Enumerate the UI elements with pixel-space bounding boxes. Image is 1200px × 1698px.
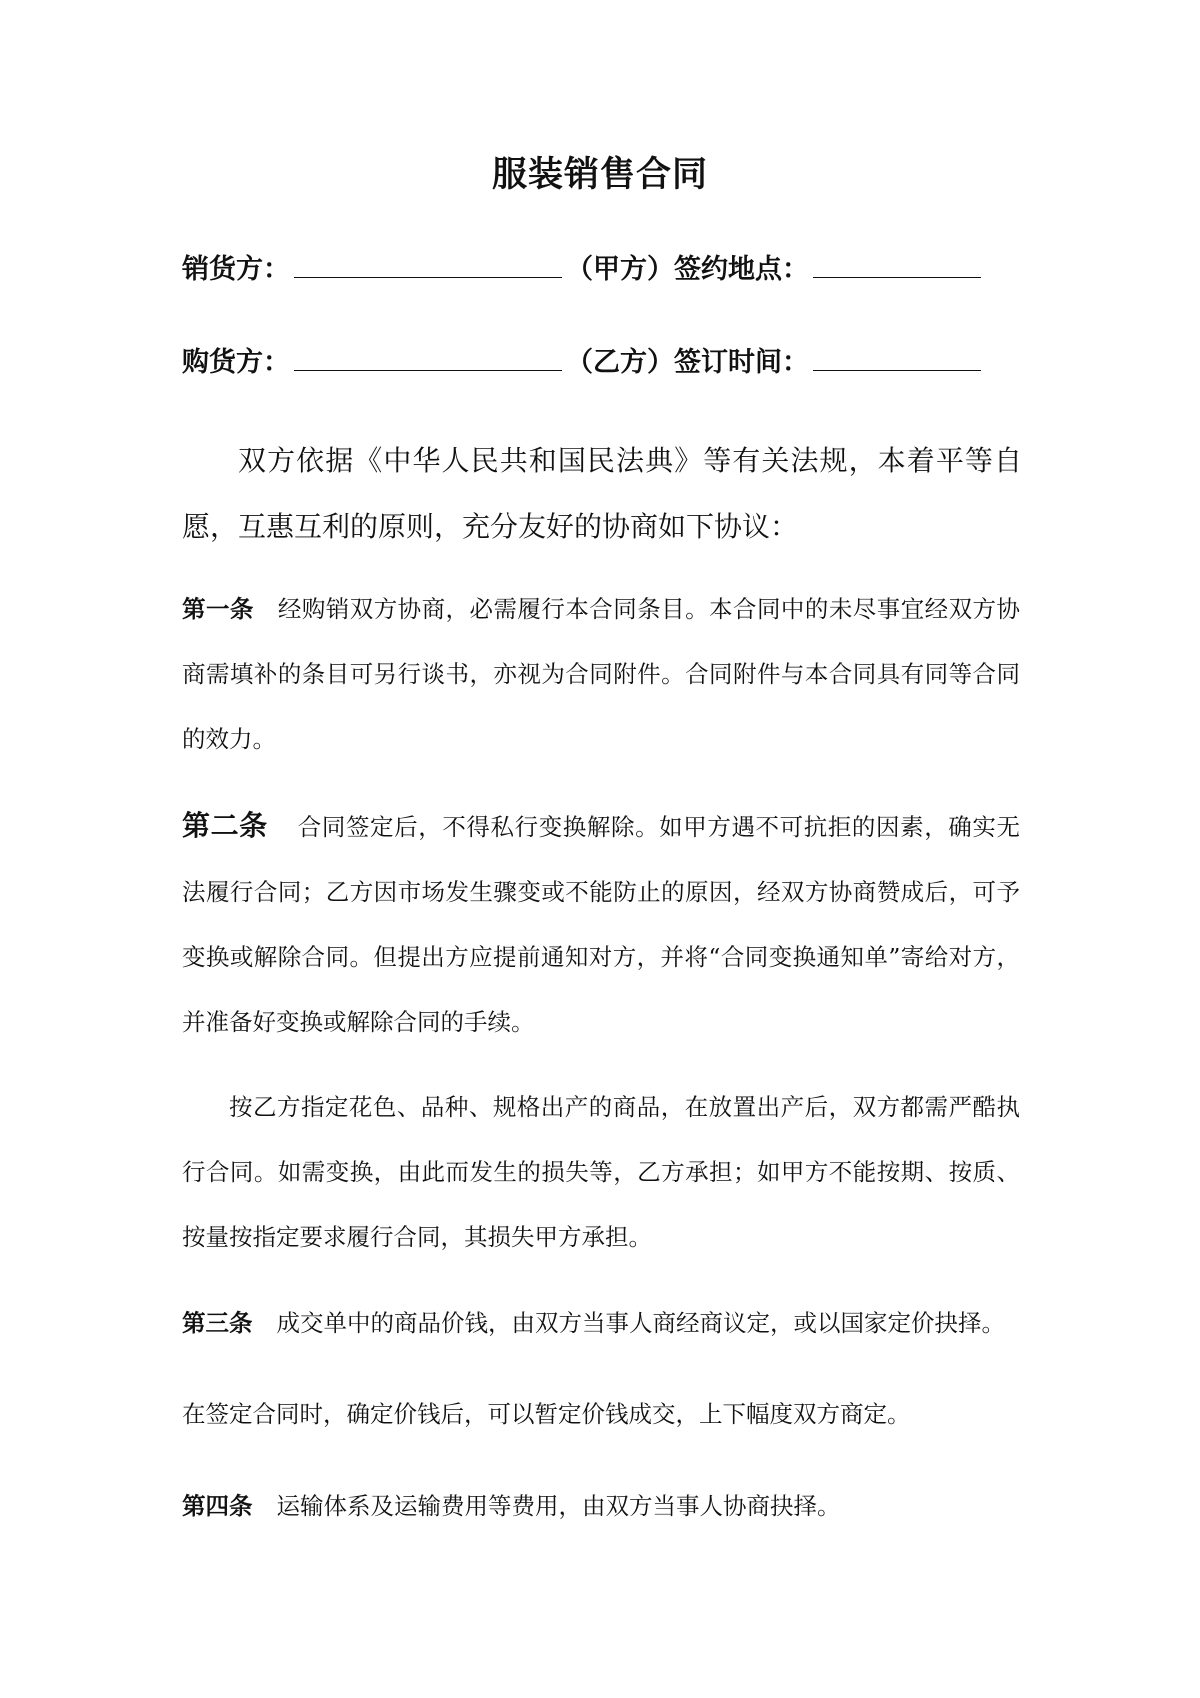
buyer-name-blank bbox=[294, 344, 562, 371]
signing-time-label: 签订时间： bbox=[674, 347, 809, 378]
signing-place-blank bbox=[813, 251, 981, 278]
clause-1-text: 经购销双方协商，必需履行本合同条目。本合同中的未尽事宜经双方协商需填补的条目可另行谈书，亦视为合同附件。合同附件与本合同具有同等合同的效力。 bbox=[182, 595, 1021, 753]
buyer-line bbox=[182, 343, 981, 383]
clause-4-text: 运输体系及运输费用等费用，由双方当事人协商抉择。 bbox=[276, 1492, 841, 1520]
signing-place-label: 签约地点： bbox=[674, 254, 809, 285]
intro-paragraph: 双方依据《中华人民共和国民法典》等有关法规，本着平等自愿，互惠互利的原则，充分友好的协商如下协议： bbox=[182, 444, 1022, 543]
signing-time-blank bbox=[813, 344, 981, 371]
clause-4-label: 第四条 bbox=[182, 1492, 253, 1520]
clause-3-continuation: 在签定合同时，确定价钱后，可以暂定价钱成交，上下幅度双方商定。 bbox=[182, 1400, 911, 1428]
contract-title: 服装销售合同 bbox=[491, 154, 708, 195]
seller-line bbox=[182, 250, 981, 290]
seller-name-blank bbox=[294, 251, 562, 278]
clause-3-text: 成交单中的商品价钱，由双方当事人商经商议定，或以国家定价抉择。 bbox=[276, 1309, 1005, 1337]
clause-2 bbox=[182, 793, 1020, 1055]
buyer-party-tag: （乙方） bbox=[566, 347, 674, 378]
seller-party-tag: （甲方） bbox=[566, 254, 674, 285]
seller-label: 销货方： bbox=[182, 254, 290, 285]
clause-1-label: 第一条 bbox=[182, 595, 254, 623]
clause-3 bbox=[182, 1291, 1020, 1356]
clause-4 bbox=[182, 1474, 1020, 1539]
clause-2-text: 合同签定后，不得私行变换解除。如甲方遇不可抗拒的因素，确实无法履行合同；乙方因市场发生骤变或不能防止的原因，经双方协商赞成后，可予变换或解除合同。但提出方应提前通知对方，并将“合同变换通知单”寄给对方，并准备好变换或解除合同的手续。 bbox=[182, 813, 1020, 1036]
buyer-label: 购货方： bbox=[182, 347, 290, 378]
clause-2-continuation: 按乙方指定花色、品种、规格出产的商品，在放置出产后，双方都需严酷执行合同。如需变换，由此而发生的损失等，乙方承担；如甲方不能按期、按质、按量按指定要求履行合同，其损失甲方承担。 bbox=[182, 1093, 1020, 1251]
clause-2-label: 第二条 bbox=[182, 809, 268, 842]
clause-1 bbox=[182, 577, 1020, 772]
clause-3-label: 第三条 bbox=[182, 1309, 253, 1337]
